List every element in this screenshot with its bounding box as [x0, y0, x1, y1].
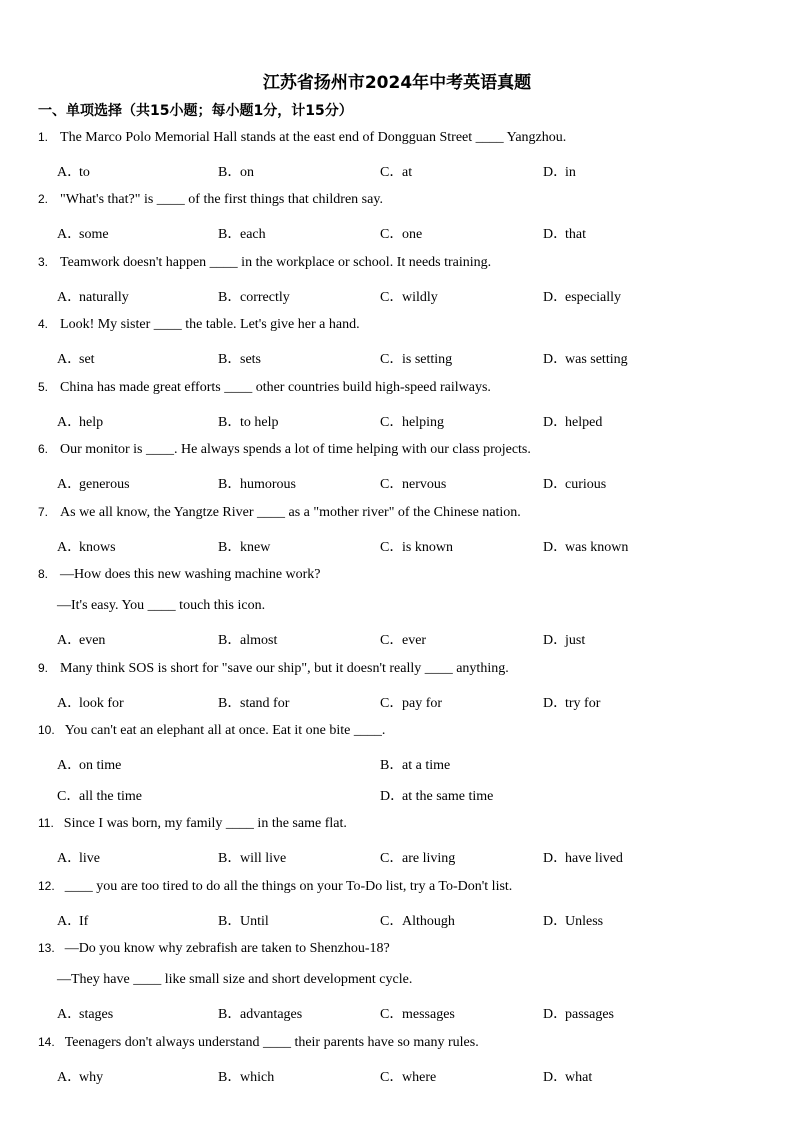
option-a[interactable]	[57, 1003, 113, 1023]
question-number: 10.	[38, 723, 55, 737]
dialogue-line: —They have ____ like small size and short development cycle.	[57, 972, 413, 987]
option-letter: A．	[57, 758, 82, 773]
option-b[interactable]	[218, 847, 286, 867]
option-letter: B．	[218, 1007, 242, 1022]
option-text: naturally	[79, 290, 129, 305]
question-number: 3.	[38, 255, 49, 269]
option-letter: B．	[380, 758, 404, 773]
question-number: 13.	[38, 941, 55, 955]
question-6	[38, 442, 531, 458]
option-letter: A．	[57, 290, 82, 305]
option-d[interactable]	[543, 223, 586, 243]
option-a[interactable]	[57, 692, 124, 712]
option-d[interactable]	[543, 692, 600, 712]
option-text: just	[565, 633, 586, 648]
question-number: 8.	[38, 567, 49, 581]
option-text: Until	[240, 914, 269, 929]
option-text: on	[240, 165, 254, 180]
option-text: is setting	[402, 352, 453, 367]
option-letter: A．	[57, 1070, 82, 1085]
option-a[interactable]	[57, 629, 105, 649]
option-letter: A．	[57, 633, 82, 648]
option-a[interactable]	[57, 411, 103, 431]
option-c[interactable]	[380, 1066, 436, 1086]
question-text: Many think SOS is short for "save our ship", but it doesn't really ____ anything.	[60, 661, 509, 676]
question-8	[38, 567, 321, 583]
option-letter: B．	[218, 477, 242, 492]
option-letter: C．	[380, 1007, 404, 1022]
option-letter: C．	[380, 227, 404, 242]
option-a[interactable]	[57, 754, 121, 774]
option-a[interactable]	[57, 223, 109, 243]
option-text: almost	[240, 633, 278, 648]
option-letter: A．	[57, 477, 82, 492]
option-letter: D．	[543, 352, 568, 367]
question-9	[38, 661, 509, 677]
option-c[interactable]	[57, 785, 142, 805]
option-letter: B．	[218, 227, 242, 242]
option-letter: D．	[543, 227, 568, 242]
question-text: As we all know, the Yangtze River ____ as a "mother river" of the Chinese nation.	[60, 505, 521, 520]
option-d[interactable]	[543, 473, 606, 493]
option-d[interactable]	[380, 785, 493, 805]
option-letter: C．	[380, 165, 404, 180]
option-letter: A．	[57, 696, 82, 711]
option-text: even	[79, 633, 106, 648]
option-letter: C．	[380, 851, 404, 866]
option-text: at	[402, 165, 413, 180]
question-text: ____ you are too tired to do all the things on your To-Do list, try a To-Don't list.	[64, 879, 513, 894]
option-b[interactable]	[218, 910, 269, 930]
question-number: 14.	[38, 1035, 55, 1049]
option-d[interactable]	[543, 161, 576, 181]
option-text: advantages	[240, 1007, 303, 1022]
option-letter: D．	[543, 1007, 568, 1022]
option-text: stand for	[240, 696, 290, 711]
question-number: 6.	[38, 442, 49, 456]
option-c[interactable]	[380, 629, 426, 649]
option-text: passages	[565, 1007, 614, 1022]
option-d[interactable]	[543, 1003, 614, 1023]
question-number: 11.	[38, 816, 54, 830]
option-c[interactable]	[380, 692, 442, 712]
question-text: China has made great efforts ____ other countries build high-speed railways.	[60, 380, 491, 395]
option-b[interactable]	[380, 754, 450, 774]
option-letter: D．	[543, 851, 568, 866]
option-letter: D．	[543, 165, 568, 180]
option-text: sets	[240, 352, 261, 367]
option-d[interactable]	[543, 1066, 592, 1086]
option-text: especially	[565, 290, 621, 305]
question-10	[38, 723, 385, 739]
page-title: 江苏省扬州市2024年中考英语真题	[262, 73, 532, 93]
question-1	[38, 130, 566, 146]
option-text: stages	[79, 1007, 114, 1022]
option-c[interactable]	[380, 473, 446, 493]
question-7	[38, 505, 521, 521]
option-c[interactable]	[380, 1003, 455, 1023]
option-text: helping	[402, 415, 444, 430]
option-d[interactable]	[543, 411, 602, 431]
option-a[interactable]	[57, 161, 90, 181]
option-letter: B．	[218, 851, 242, 866]
option-letter: A．	[57, 415, 82, 430]
option-d[interactable]	[543, 629, 585, 649]
question-2	[38, 192, 383, 208]
option-a[interactable]	[57, 536, 116, 556]
question-number: 7.	[38, 505, 49, 519]
option-text: which	[240, 1070, 275, 1085]
option-letter: C．	[380, 540, 404, 555]
option-b[interactable]	[218, 473, 296, 493]
option-text: set	[79, 352, 95, 367]
option-d[interactable]	[543, 536, 628, 556]
option-text: was setting	[565, 352, 628, 367]
question-text: Teenagers don't always understand ____ their parents have so many rules.	[64, 1035, 479, 1050]
option-c[interactable]	[380, 536, 453, 556]
option-b[interactable]	[218, 692, 289, 712]
option-c[interactable]	[380, 161, 412, 181]
option-text: look for	[79, 696, 124, 711]
option-text: what	[565, 1070, 593, 1085]
question-text: "What's that?" is ____ of the first things that children say.	[60, 192, 383, 207]
option-text: was known	[565, 540, 629, 555]
question-text: Look! My sister ____ the table. Let's give her a hand.	[60, 317, 360, 332]
option-b[interactable]	[218, 223, 266, 243]
option-b[interactable]	[218, 1066, 274, 1086]
option-letter: C．	[380, 1070, 404, 1085]
question-number: 2.	[38, 192, 49, 206]
option-letter: C．	[380, 696, 404, 711]
question-number: 9.	[38, 661, 49, 675]
question-text: Teamwork doesn't happen ____ in the workplace or school. It needs training.	[60, 255, 492, 270]
option-text: at the same time	[402, 789, 494, 804]
option-letter: C．	[57, 789, 81, 804]
option-text: Although	[402, 914, 455, 929]
option-text: at a time	[402, 758, 451, 773]
option-letter: B．	[218, 290, 242, 305]
option-c[interactable]	[380, 348, 452, 368]
option-b[interactable]	[218, 411, 279, 431]
option-a[interactable]	[57, 473, 130, 493]
option-text: pay for	[402, 696, 443, 711]
option-letter: B．	[218, 415, 242, 430]
option-letter: D．	[543, 540, 568, 555]
option-text: help	[79, 415, 104, 430]
option-b[interactable]	[218, 161, 254, 181]
option-letter: C．	[380, 290, 404, 305]
dialogue-line: —It's easy. You ____ touch this icon.	[57, 598, 266, 613]
option-letter: A．	[57, 540, 82, 555]
option-a[interactable]	[57, 910, 88, 930]
option-text: curious	[565, 477, 607, 492]
option-b[interactable]	[218, 348, 261, 368]
option-a[interactable]	[57, 1066, 103, 1086]
option-letter: D．	[543, 415, 568, 430]
option-c[interactable]	[380, 286, 438, 306]
option-letter: A．	[57, 165, 82, 180]
option-text: live	[79, 851, 100, 866]
option-text: are living	[402, 851, 456, 866]
option-c[interactable]	[380, 847, 455, 867]
question-number: 12.	[38, 879, 55, 893]
option-text: try for	[565, 696, 601, 711]
option-letter: A．	[57, 352, 82, 367]
option-text: humorous	[240, 477, 296, 492]
question-text: Our monitor is ____. He always spends a lot of time helping with our class projects.	[60, 442, 531, 457]
option-letter: B．	[218, 633, 242, 648]
option-letter: A．	[57, 851, 82, 866]
option-a[interactable]	[57, 286, 129, 306]
option-letter: C．	[380, 633, 404, 648]
option-text: on time	[79, 758, 122, 773]
option-letter: B．	[218, 1070, 242, 1085]
option-text: generous	[79, 477, 130, 492]
question-12	[38, 879, 512, 895]
question-text: —Do you know why zebrafish are taken to Shenzhou-18?	[64, 941, 390, 956]
option-text: have lived	[565, 851, 623, 866]
option-letter: D．	[543, 633, 568, 648]
option-letter: A．	[57, 914, 82, 929]
question-number: 5.	[38, 380, 49, 394]
question-number: 1.	[38, 130, 49, 144]
option-text: nervous	[402, 477, 447, 492]
option-text: Unless	[565, 914, 604, 929]
option-a[interactable]	[57, 348, 95, 368]
question-text: —How does this new washing machine work?	[60, 567, 321, 582]
option-letter: C．	[380, 415, 404, 430]
option-letter: C．	[380, 477, 404, 492]
question-4	[38, 317, 360, 333]
option-c[interactable]	[380, 411, 444, 431]
option-a[interactable]	[57, 847, 100, 867]
option-text: If	[79, 914, 89, 929]
option-d[interactable]	[543, 286, 621, 306]
option-letter: D．	[543, 696, 568, 711]
option-text: where	[402, 1070, 437, 1085]
option-text: all the time	[79, 789, 142, 804]
option-letter: D．	[380, 789, 405, 804]
option-text: ever	[402, 633, 427, 648]
option-letter: A．	[57, 1007, 82, 1022]
option-letter: D．	[543, 477, 568, 492]
option-c[interactable]	[380, 910, 455, 930]
option-text: why	[79, 1070, 104, 1085]
option-b[interactable]	[218, 1003, 302, 1023]
option-d[interactable]	[543, 910, 603, 930]
option-letter: C．	[380, 352, 404, 367]
option-text: wildly	[402, 290, 438, 305]
option-letter: B．	[218, 540, 242, 555]
option-letter: B．	[218, 165, 242, 180]
option-text: is known	[402, 540, 453, 555]
question-3	[38, 255, 491, 271]
option-text: some	[79, 227, 109, 242]
option-text: messages	[402, 1007, 455, 1022]
option-d[interactable]	[543, 348, 628, 368]
option-text: will live	[240, 851, 287, 866]
option-text: one	[402, 227, 423, 242]
question-13	[38, 941, 390, 957]
question-text: The Marco Polo Memorial Hall stands at the east end of Dongguan Street ____ Yangzhou.	[60, 130, 567, 145]
option-letter: D．	[543, 1070, 568, 1085]
option-text: in	[565, 165, 576, 180]
option-letter: D．	[543, 290, 568, 305]
option-b[interactable]	[218, 536, 270, 556]
question-11	[38, 816, 347, 832]
option-text: correctly	[240, 290, 290, 305]
option-letter: B．	[218, 914, 242, 929]
option-text: to help	[240, 415, 279, 430]
option-letter: C．	[380, 914, 404, 929]
option-text: knew	[240, 540, 271, 555]
question-text: Since I was born, my family ____ in the same flat.	[63, 816, 347, 831]
option-c[interactable]	[380, 223, 422, 243]
option-letter: B．	[218, 696, 242, 711]
option-letter: B．	[218, 352, 242, 367]
option-b[interactable]	[218, 286, 290, 306]
option-text: that	[565, 227, 586, 242]
question-text: You can't eat an elephant all at once. Eat it one bite ____.	[64, 723, 386, 738]
section-heading: 一、单项选择（共15小题；每小题1分，计15分）	[38, 103, 353, 119]
option-text: helped	[565, 415, 603, 430]
question-5	[38, 380, 491, 396]
option-letter: A．	[57, 227, 82, 242]
question-14	[38, 1035, 479, 1051]
option-b[interactable]	[218, 629, 277, 649]
option-text: knows	[79, 540, 116, 555]
option-text: each	[240, 227, 266, 242]
option-text: to	[79, 165, 90, 180]
option-d[interactable]	[543, 847, 623, 867]
option-letter: D．	[543, 914, 568, 929]
question-number: 4.	[38, 317, 49, 331]
